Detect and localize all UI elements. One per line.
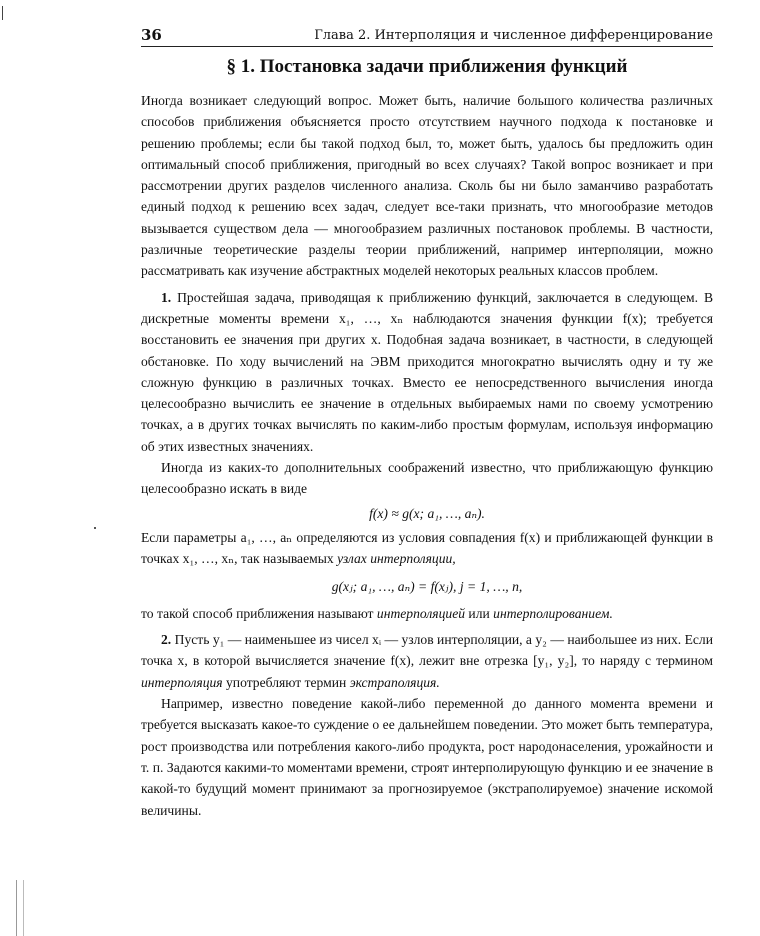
paragraph-definition <box>141 603 713 624</box>
scan-binding-edge <box>16 880 24 936</box>
scan-margin-mark <box>2 6 6 20</box>
item-2-text-b: употребляют термин <box>222 674 350 690</box>
scan-speck <box>94 527 96 529</box>
term-interpolation-nodes: узлах интерполяции, <box>337 551 456 567</box>
formula-interpolation-condition: g(xⱼ; a₁, …, aₙ) = f(xⱼ), j = 1, …, n, <box>331 578 523 594</box>
item-1-text: Простейшая задача, приводящая к приближению функций, заключается в следующем. В дискретные моменты времени x₁, …, xₙ наблюдаются значения функции f(x); требуется восстановить ее значения при других x. Подобная задача возникает, в частности, в следующей обстановке. По ходу вычислений на ЭВМ приходится многократно вычислять одну и ту же сложную функцию в различных точках. Вместо ее непосредственного вычисления иногда целесообразно вычислить ее значение в отдельных выбираемых нами по своему усмотрению точках, а в других точках вычислять по каким-либо простым формулам, используя информацию об этих известных значениях. <box>141 289 714 454</box>
paragraph-example: Например, известно поведение какой-либо переменной до данного момента времени и требуется высказать какое-то суждение о ее дальнейшем поведении. Это может быть температура, рост производства или потребления какого-либо продукта, рост народонаселения, урожайности и т. п. Задаются какими-то моментами времени, строят интерполирующую функцию и ее значение в какой-то будущий момент принимают за прогнозируемое (экстраполируемое) значение искомой величины. <box>141 696 713 818</box>
section-title: § 1. Постановка задачи приближения функций <box>226 56 628 77</box>
formula-approximation: f(x) ≈ g(x; a₁, …, aₙ). <box>369 505 485 521</box>
item-1-paragraph <box>141 287 713 457</box>
item-2-number: 2. <box>161 632 172 648</box>
item-2-text-a: Пусть y₁ — наименьшее из чисел xᵢ — узлов интерполяции, а y₂ — наибольшее из них. Если точка x, в которой вычисляется значение f(x), лежит вне отрезка [y₁, y₂], то наряду с термином <box>141 632 713 669</box>
term-extrapolation: экстраполяция. <box>349 674 440 690</box>
page-header <box>141 24 713 47</box>
paragraph-parameters <box>141 527 713 570</box>
paragraph-approx-form: Иногда из каких-то дополнительных соображений известно, что приближающую функцию целесообразно искать в виде <box>141 460 713 497</box>
page-number: 36 <box>141 26 162 44</box>
term-interpolation-2: интерполяция <box>141 674 223 690</box>
definition-text-a: то такой способ приближения называют <box>141 605 377 621</box>
term-interpolating: интерполированием. <box>493 605 613 621</box>
item-2-paragraph <box>141 629 713 693</box>
definition-text-b: или <box>465 605 494 621</box>
running-head: Глава 2. Интерполяция и численное дифференцирование <box>314 28 713 43</box>
intro-paragraph: Иногда возникает следующий вопрос. Может быть, наличие большого количества различных способов приближения объясняется просто отсутствием научного подхода к постановке и решению проблемы; если бы такой подход был, то, может быть, удалось бы предложить один оптимальный способ приближения, пригодный во всех случаях? Такой вопрос возникает и при рассмотрении других разделов численного анализа. Сколь бы ни было заманчиво разработать единый подход к решению всех задач, следует все-таки признать, что многообразие методов вызывается существом дела — многообразием различных постановок проблемы. В частности, различные теоретические разделы теории приближений, например интерполяции, можно рассматривать как изучение абстрактных моделей некоторых реальных классов проблем. <box>141 93 713 279</box>
item-1-number: 1. <box>161 289 172 305</box>
term-interpolation: интерполяцией <box>376 605 466 621</box>
parameters-text: Если параметры a₁, …, aₙ определяются из условия совпадения f(x) и приближающей функции в точках x₁, …, xₙ, так называемых <box>141 529 713 567</box>
page-body <box>141 90 713 821</box>
